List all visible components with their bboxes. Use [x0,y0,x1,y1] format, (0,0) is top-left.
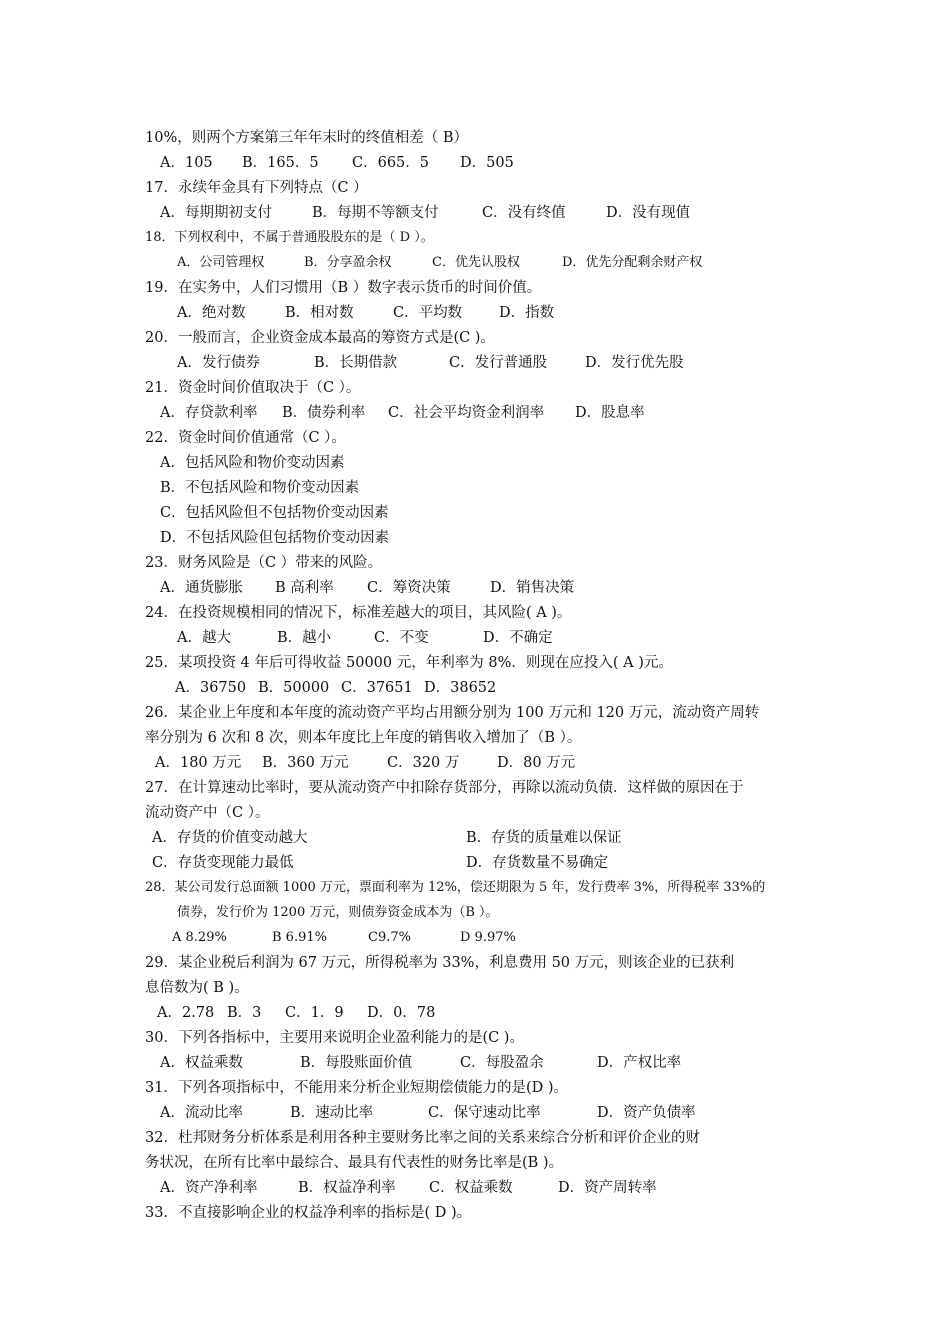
text-line: 息倍数为( B )。 [145,980,249,996]
answer-option: D．销售决策 [490,580,575,596]
answer-option: B．长期借款 [314,355,398,371]
answer-option: C．权益乘数 [429,1180,513,1196]
answer-option: A．105 [160,155,213,171]
answer-option: B．相对数 [285,305,354,321]
answer-option: A．权益乘数 [160,1055,243,1071]
text-line: 26．某企业上年度和本年度的流动资产平均占用额分别为 100 万元和 120 万元，流动资产周转 [145,705,760,721]
answer-option: A．2.78 [157,1005,215,1021]
answer-option: C．存货变现能力最低 [152,855,294,871]
answer-option: B．存货的质量难以保证 [466,830,622,846]
answer-option: C．1．9 [285,1005,344,1021]
answer-option: B．每期不等额支付 [312,205,439,221]
text-line: 32．杜邦财务分析体系是利用各种主要财务比率之间的关系来综合分析和评价企业的财 [145,1130,700,1146]
answer-option: C．没有终值 [482,205,566,221]
answer-option: C．665．5 [352,155,429,171]
answer-option: C．平均数 [393,305,463,321]
answer-option: C．保守速动比率 [428,1105,541,1121]
answer-option: C．37651 [341,680,413,696]
answer-option: D．资产周转率 [558,1180,657,1196]
answer-option: C．每股盈余 [460,1055,544,1071]
text-line: 19．在实务中，人们习惯用（B ）数字表示货币的时间价值。 [145,280,542,296]
text-line: 25．某项投资 4 年后可得收益 50000 元，年利率为 8%．则现在应投入( A )元。 [145,655,673,671]
answer-option: A．每期期初支付 [160,205,272,221]
answer-option: A．绝对数 [177,305,246,321]
answer-option: B．每股账面价值 [300,1055,413,1071]
answer-option: D．38652 [424,680,497,696]
answer-option: D．产权比率 [597,1055,682,1071]
answer-option: D．不确定 [483,630,553,646]
text-line: 29．某企业税后利润为 67 万元，所得税率为 33%，利息费用 50 万元，则该企业的已获利 [145,955,735,971]
answer-option: A．流动比率 [160,1105,243,1121]
text-line: 27．在计算速动比率时，要从流动资产中扣除存货部分，再除以流动负债．这样做的原因在于 [145,780,744,796]
answer-option: D．没有现值 [606,205,691,221]
text-line: 务状况，在所有比率中最综合、最具有代表性的财务比率是(B )。 [145,1155,564,1171]
text-line: 28．某公司发行总面额 1000 万元，票面利率为 12%，偿还期限为 5 年，发行费率 3%，所得税率 33%的 [145,880,766,895]
answer-option: A．发行债券 [177,355,260,371]
text-line: 率分别为 6 次和 8 次，则本年度比上年度的销售收入增加了（B ）。 [145,730,582,746]
answer-option: A．越大 [177,630,231,646]
answer-option: A．资产净利率 [160,1180,258,1196]
text-line: 30．下列各指标中，主要用来说明企业盈利能力的是(C )。 [145,1030,524,1046]
answer-option: B．165．5 [242,155,319,171]
answer-option: B 6.91% [272,930,327,945]
answer-option: D．80 万元 [497,755,576,771]
answer-option: D 9.97% [460,930,516,945]
answer-option: D．505 [460,155,514,171]
answer-option: A 8.29% [172,930,227,945]
text-line: 10%，则两个方案第三年年末时的终值相差（ B） [145,130,468,146]
text-line: 31．下列各项指标中，不能用来分析企业短期偿债能力的是(D )。 [145,1080,568,1096]
answer-option: B 高利率 [275,580,334,596]
answer-option: B．速动比率 [290,1105,374,1121]
answer-option: C．筹资决策 [367,580,451,596]
text-line: 债券，发行价为 1200 万元，则债券资金成本为（B ）。 [177,905,499,920]
answer-option: B．360 万元 [262,755,349,771]
answer-option: D．0．78 [367,1005,436,1021]
answer-option: C．320 万 [387,755,460,771]
answer-option: B．50000 [258,680,330,696]
answer-option: C．发行普通股 [449,355,548,371]
answer-option: C9.7% [368,930,411,945]
answer-option: B．权益净利率 [298,1180,396,1196]
text-line: 20．一般而言，企业资金成本最高的筹资方式是(C )。 [145,330,495,346]
text-line: C．包括风险但不包括物价变动因素 [160,505,389,521]
answer-option: D．优先分配剩余财产权 [562,255,703,270]
text-line: 23．财务风险是（C ）带来的风险。 [145,555,383,571]
answer-option: D．发行优先股 [585,355,684,371]
answer-option: D．指数 [499,305,555,321]
answer-option: D．股息率 [575,405,645,421]
answer-option: D．存货数量不易确定 [466,855,609,871]
text-line: B．不包括风险和物价变动因素 [160,480,360,496]
text-line: 21．资金时间价值取决于（C ）。 [145,380,361,396]
answer-option: B．债券利率 [282,405,366,421]
answer-option: B．分享盈余权 [304,255,392,270]
answer-option: D．资产负债率 [597,1105,696,1121]
answer-option: B．越小 [277,630,332,646]
answer-option: A．存货的价值变动越大 [152,830,308,846]
answer-option: A．存贷款利率 [160,405,258,421]
text-line: D．不包括风险但包括物价变动因素 [160,530,390,546]
text-line: 18．下列权利中，不属于普通股股东的是（ D ）。 [145,230,434,245]
answer-option: A．180 万元 [155,755,242,771]
answer-option: A．公司管理权 [177,255,265,270]
answer-option: A．36750 [175,680,247,696]
text-line: 22．资金时间价值通常（C ）。 [145,430,346,446]
answer-option: C．不变 [374,630,429,646]
text-line: 33．不直接影响企业的权益净利率的指标是( D )。 [145,1205,472,1221]
text-line: A．包括风险和物价变动因素 [160,455,345,471]
answer-option: C．优先认股权 [432,255,520,270]
text-line: 24．在投资规模相同的情况下，标准差越大的项目，其风险( A )。 [145,605,572,621]
answer-option: B．3 [227,1005,262,1021]
text-line: 17．永续年金具有下列特点（C ） [145,180,368,196]
text-line: 流动资产中（C ）。 [145,805,270,821]
answer-option: A．通货膨胀 [160,580,243,596]
answer-option: C．社会平均资金利润率 [388,405,545,421]
